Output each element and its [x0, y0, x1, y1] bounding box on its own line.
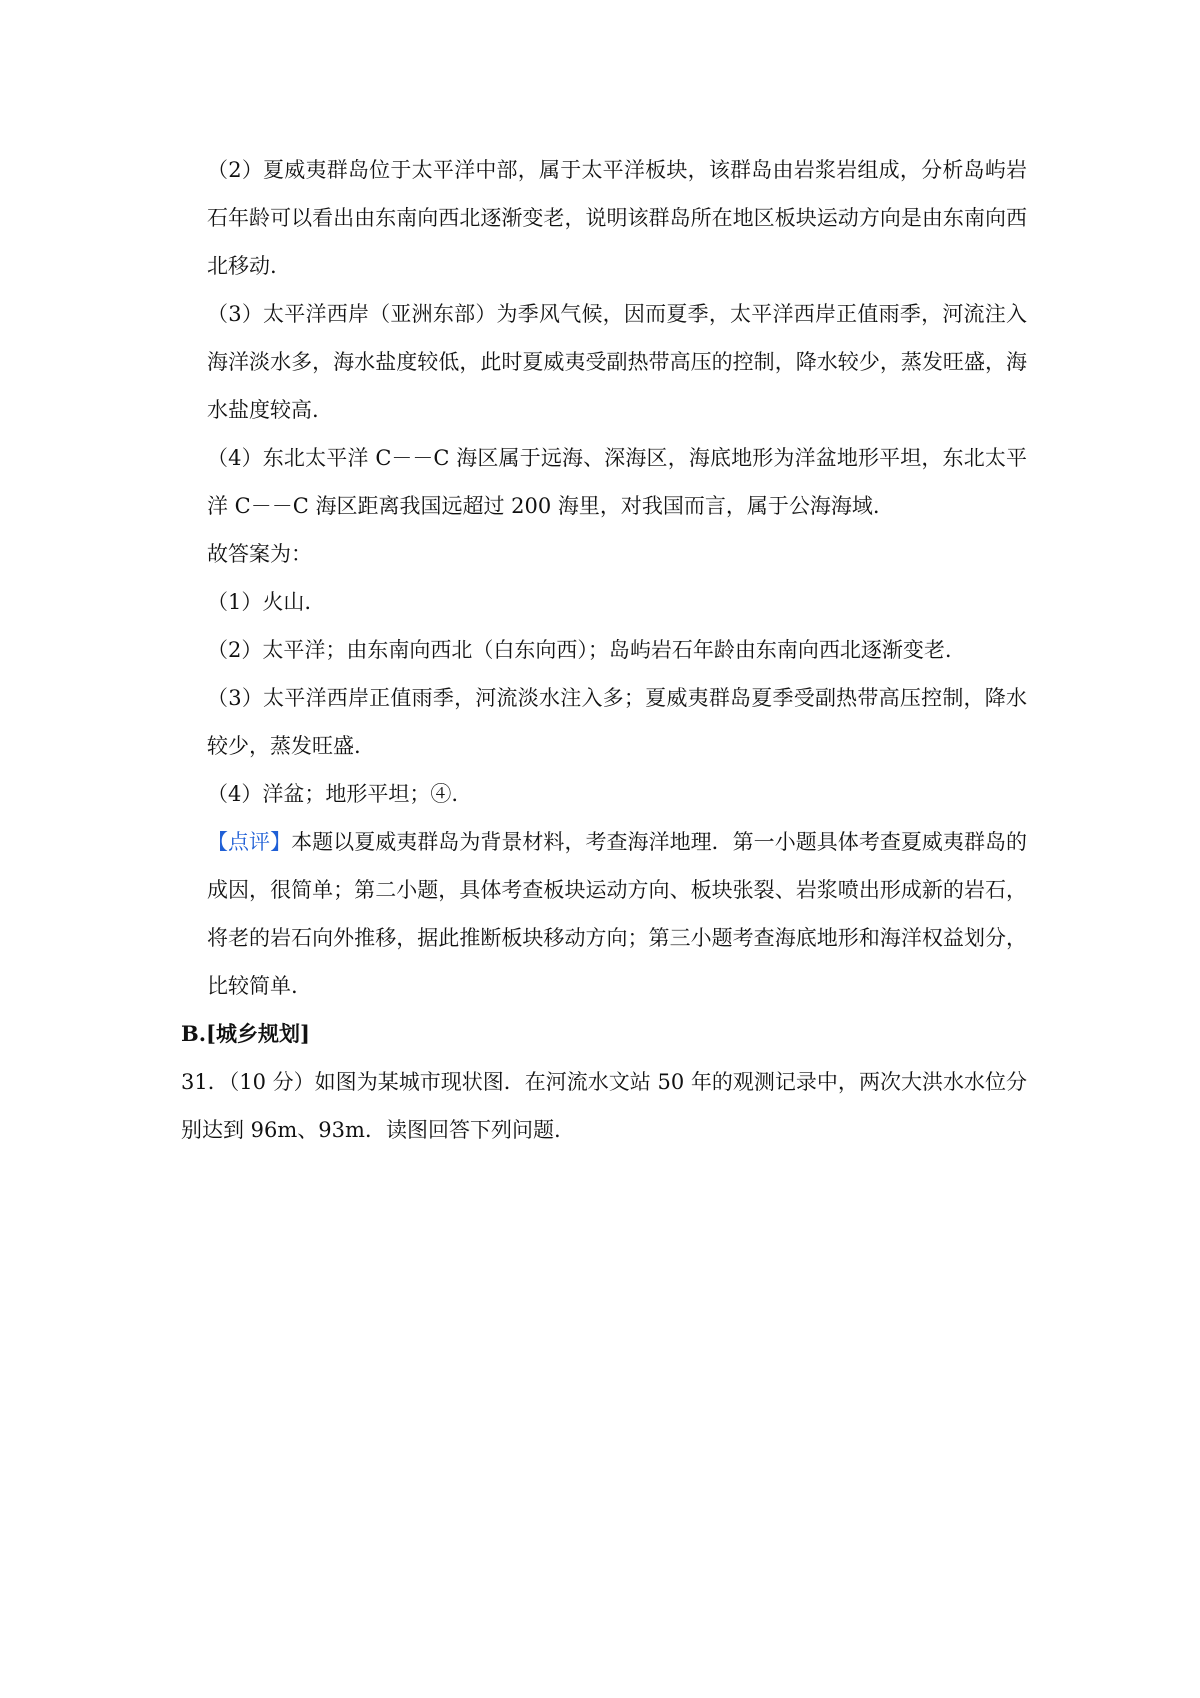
comment-text: 本题以夏威夷群岛为背景材料，考查海洋地理．第一小题具体考查夏威夷群岛的成因，很简单；第二小题，具体考查板块运动方向、板块张裂、岩浆喷出形成新的岩石，将老的岩石向外推移，据此推断板块移动方向；第三小题考查海底地形和海洋权益划分，比较简单.: [207, 830, 1028, 998]
explanation-part-4: （4）东北太平洋 C－－C 海区属于远海、深海区，海底地形为洋盆地形平坦，东北太平洋 C－－C 海区距离我国远超过 200 海里，对我国而言，属于公海海域.: [207, 446, 1027, 518]
answer-4: （4）洋盆；地形平坦；④.: [207, 782, 459, 806]
explanation-part-3: （3）太平洋西岸（亚洲东部）为季风气候，因而夏季，太平洋西岸正值雨季，河流注入海洋淡水多，海水盐度较低，此时夏威夷受副热带高压的控制，降水较少，蒸发旺盛，海水盐度较高.: [207, 302, 1027, 422]
section-heading: B.[城乡规划]: [181, 1021, 310, 1046]
question-text: （10 分）如图为某城市现状图．在河流水文站 50 年的观测记录中，两次大洪水水位分别达到 96m、93m．读图回答下列问题.: [181, 1070, 1027, 1142]
answer-intro: 故答案为：: [207, 542, 312, 566]
answer-3: （3）太平洋西岸正值雨季，河流淡水注入多；夏威夷群岛夏季受副热带高压控制，降水较少，蒸发旺盛.: [207, 686, 1027, 758]
comment-tag: 【点评】: [207, 830, 292, 854]
explanation-part-2: （2）夏威夷群岛位于太平洋中部，属于太平洋板块，该群岛由岩浆岩组成，分析岛屿岩石年龄可以看出由东南向西北逐渐变老，说明该群岛所在地区板块运动方向是由东南向西北移动.: [207, 158, 1027, 278]
answer-1: （1）火山.: [207, 590, 312, 614]
question-number: 31．: [181, 1070, 229, 1094]
answer-2: （2）太平洋；由东南向西北（白东向西）；岛屿岩石年龄由东南向西北逐渐变老.: [207, 638, 952, 662]
question-31: [181, 1058, 1027, 1154]
document-content: [181, 146, 1028, 1154]
comment-paragraph: [207, 818, 1027, 1010]
